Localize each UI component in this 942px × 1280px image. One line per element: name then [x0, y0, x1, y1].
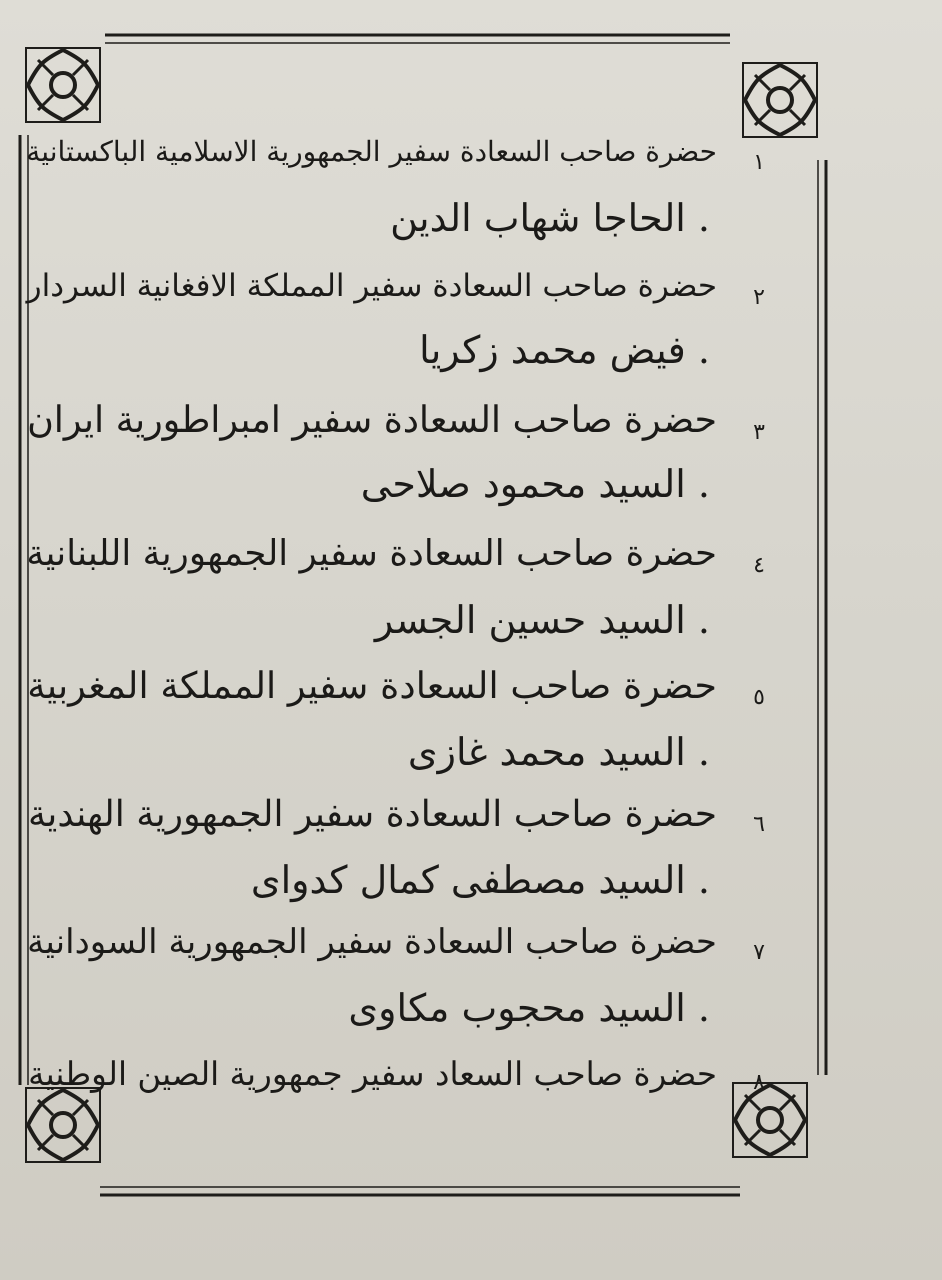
entry-title: حضرة صاحب السعادة سفير الجمهورية الاسلامية الباكستانية	[26, 135, 717, 168]
entry-name: السيد مصطفى كمال كدواى .	[250, 858, 710, 902]
entry-name: فيض محمد زكريا .	[419, 328, 710, 372]
entry-number: ٨	[753, 1070, 765, 1095]
entry-number: ٥	[753, 685, 765, 710]
corner-ornament-top-right	[735, 55, 825, 145]
entry-title: حضرة صاحب السعادة سفير امبراطورية ايران	[27, 398, 717, 441]
entry-title: حضرة صاحب السعادة سفير المملكة الافغانية السردار	[26, 268, 717, 304]
entry-number: ٤	[753, 553, 765, 578]
entry-number: ٧	[753, 940, 765, 965]
entry-title: حضرة صاحب السعادة سفير الجمهورية السودانية	[27, 922, 717, 962]
entry-title: حضرة صاحب السعادة سفير المملكة المغربية	[27, 664, 717, 707]
entry-title: حضرة صاحب السعادة سفير الجمهورية الهندية	[27, 793, 717, 835]
entry-title: حضرة صاحب السعادة سفير الجمهورية اللبنانية	[26, 533, 717, 574]
entry-title: حضرة صاحب السعاد سفير جمهورية الصين الوطنية	[28, 1055, 717, 1093]
entry-name: السيد حسين الجسر .	[374, 598, 710, 642]
corner-ornament-top-left	[18, 40, 108, 130]
entry-name: السيد محمود صلاحى .	[360, 462, 710, 506]
entry-name: السيد محجوب مكاوى .	[348, 986, 710, 1030]
entry-number: ٣	[753, 420, 765, 445]
entry-name: الحاجا شهاب الدين .	[390, 196, 710, 240]
entry-name: السيد محمد غازى .	[407, 730, 710, 774]
entry-number: ٢	[753, 285, 765, 310]
entry-number: ٦	[753, 812, 765, 837]
entry-number: ١	[753, 150, 765, 175]
